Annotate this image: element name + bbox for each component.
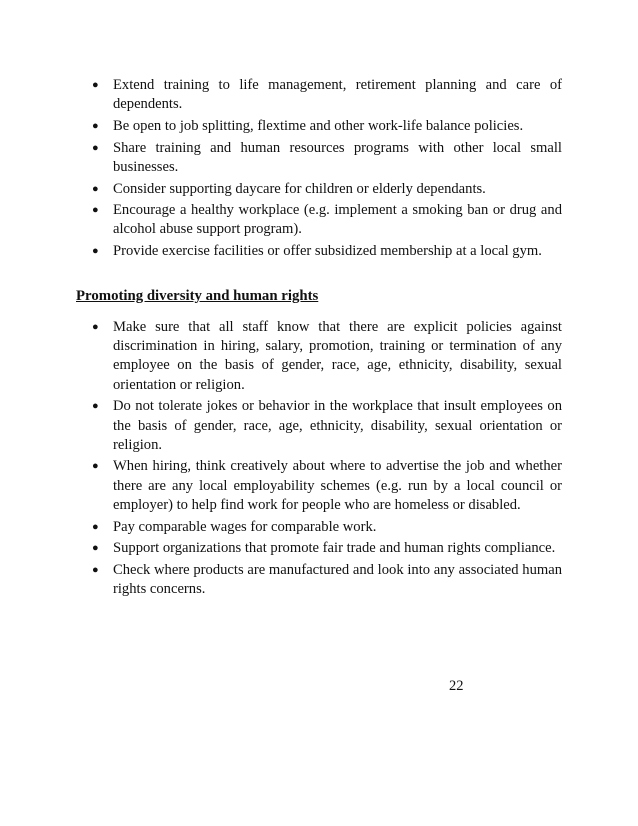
bullet-icon: ● — [92, 542, 99, 555]
section-heading: Promoting diversity and human rights — [76, 288, 319, 304]
bullet-icon: ● — [92, 520, 99, 533]
list-item — [92, 457, 562, 515]
list-item-text: Do not tolerate jokes or behavior in the workplace that insult employees on the basis of gender, race, age, ethnicity, disability, sexual orientation or religion. — [113, 398, 562, 453]
list-item-text: Extend training to life management, retirement planning and care of dependents. — [113, 77, 562, 113]
list-item-text: Check where products are manufactured and look into any associated human rights concerns. — [113, 561, 562, 598]
diversity-practices-list — [92, 318, 562, 602]
list-item — [92, 76, 562, 114]
bullet-icon: ● — [92, 460, 99, 473]
bullet-icon: ● — [92, 79, 99, 91]
list-item-text: Share training and human resources programs with other local small businesses. — [113, 139, 562, 175]
list-item — [92, 242, 562, 261]
list-item-text: Consider supporting daycare for children or elderly dependants. — [113, 180, 486, 197]
bullet-icon: ● — [92, 204, 99, 217]
list-item — [92, 201, 562, 239]
list-item — [92, 180, 562, 199]
list-item — [92, 539, 562, 558]
list-item — [92, 397, 562, 455]
page-number: 22 — [449, 678, 464, 694]
list-item — [92, 139, 562, 177]
list-item — [92, 561, 562, 599]
bullet-icon: ● — [92, 563, 99, 576]
list-item-text: Be open to job splitting, flextime and other work-life balance policies. — [113, 117, 524, 134]
bullet-icon: ● — [92, 245, 99, 258]
list-item-text: Support organizations that promote fair trade and human rights compliance. — [113, 540, 556, 557]
list-item-text: When hiring, think creatively about where to advertise the job and whether there are any local employability schemes (e.g. run by a local council or employer) to help find work for people who are homeless or disabled. — [113, 458, 562, 513]
bullet-icon: ● — [92, 400, 99, 413]
list-item — [92, 518, 562, 537]
list-item-text: Pay comparable wages for comparable work. — [113, 518, 377, 535]
bullet-icon: ● — [92, 141, 99, 154]
bullet-icon: ● — [92, 182, 99, 195]
workplace-practices-list — [92, 76, 562, 264]
list-item — [92, 318, 562, 395]
list-item — [92, 117, 562, 136]
bullet-icon: ● — [92, 321, 99, 333]
list-item-text: Encourage a healthy workplace (e.g. implement a smoking ban or drug and alcohol abuse support program). — [113, 202, 562, 238]
list-item-text: Make sure that all staff know that there are explicit policies against discrimination in hiring, salary, promotion, training or termination of any employee on the basis of gender, race, age, ethnicity, disability, sexual orientation or religion. — [113, 319, 562, 393]
list-item-text: Provide exercise facilities or offer subsidized membership at a local gym. — [113, 243, 542, 260]
bullet-icon: ● — [92, 119, 99, 132]
